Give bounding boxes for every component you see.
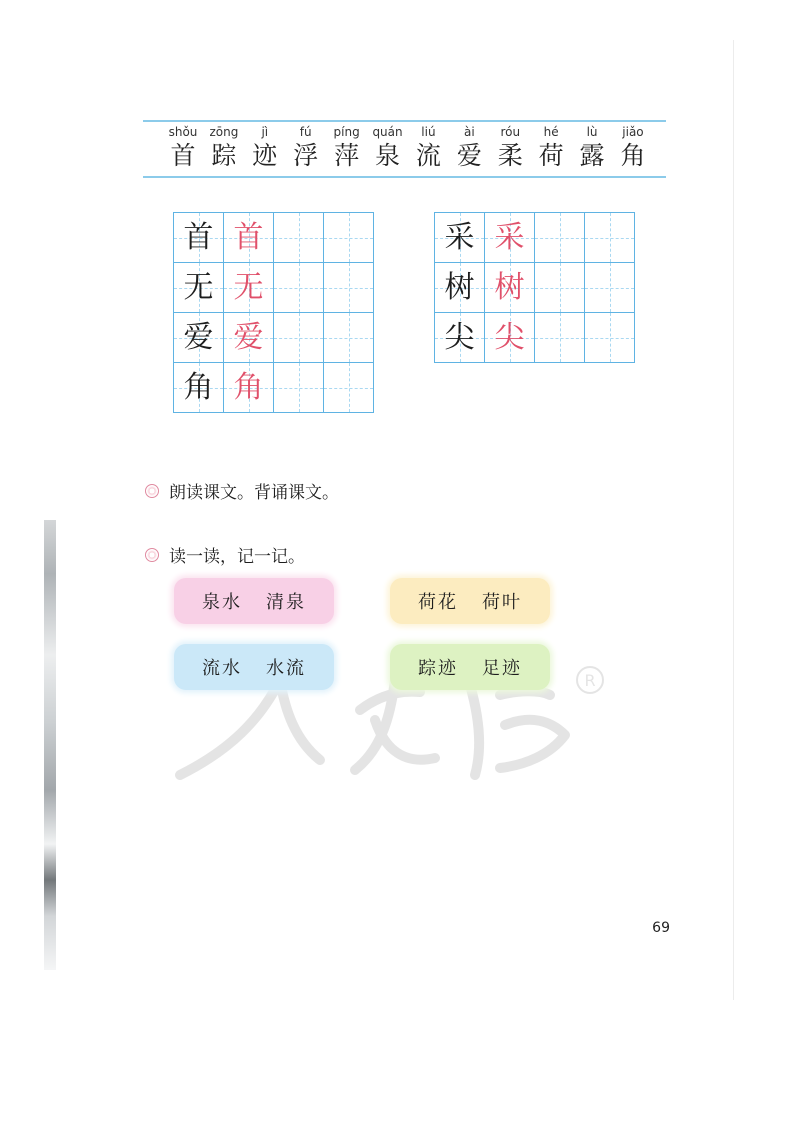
vocab-item (408, 124, 448, 174)
grid-cell-trace (224, 213, 274, 263)
hanzi: 爱 (456, 141, 482, 170)
model-char: 采 (444, 219, 475, 255)
hanzi: 萍 (334, 141, 360, 170)
word-card (174, 644, 334, 690)
trace-char: 尖 (494, 319, 525, 355)
pinyin: píng (333, 125, 360, 139)
pinyin: zōng (209, 125, 239, 139)
grid-cell-empty (535, 263, 585, 313)
grid-cell-empty (535, 313, 585, 363)
vocabulary-list (163, 124, 653, 174)
grid-cell-model (435, 213, 485, 263)
grid-cell-trace (485, 213, 535, 263)
grid-cell-empty (324, 263, 374, 313)
model-char: 角 (183, 369, 214, 405)
hanzi: 柔 (497, 141, 523, 170)
word: 足迹 (482, 658, 522, 679)
task-read-remember (145, 542, 305, 567)
grid-cell-model (174, 313, 224, 363)
word: 踪迹 (418, 658, 458, 679)
grid-cell-empty (585, 313, 635, 363)
vocab-item (204, 124, 244, 174)
pinyin: hé (543, 125, 559, 139)
vocab-top-rule (143, 120, 666, 122)
grid-cell-empty (585, 263, 635, 313)
model-char: 爱 (183, 319, 214, 355)
vocab-item (245, 124, 285, 174)
word: 水流 (266, 658, 306, 679)
vocab-item (163, 124, 203, 174)
pinyin: shǒu (168, 125, 198, 139)
vocab-item (531, 124, 571, 174)
vocab-item (327, 124, 367, 174)
grid-cell-model (435, 263, 485, 313)
hanzi: 首 (170, 141, 196, 170)
vocab-item (449, 124, 489, 174)
svg-text:R: R (584, 671, 596, 690)
word: 泉水 (202, 592, 242, 613)
adjacent-page-image-strip (44, 520, 56, 970)
page-edge (733, 40, 734, 1000)
grid-cell-empty (274, 313, 324, 363)
word: 荷叶 (482, 592, 522, 613)
vocab-item (572, 124, 612, 174)
flower-bullet-icon (145, 484, 159, 498)
grid-cell-model (174, 363, 224, 413)
pinyin: jiǎo (622, 125, 644, 139)
page-number: 69 (652, 920, 670, 936)
trace-char: 角 (233, 369, 264, 405)
trace-char: 首 (233, 219, 264, 255)
grid-cell-empty (324, 313, 374, 363)
vocab-bottom-rule (143, 176, 666, 178)
word-card (390, 578, 550, 624)
grid-cell-empty (585, 213, 635, 263)
grid-cell-empty (274, 213, 324, 263)
task-text: 朗读课文。背诵课文。 (169, 483, 339, 503)
hanzi: 角 (620, 141, 646, 170)
trace-char: 无 (233, 269, 264, 305)
grid-cell-trace (224, 263, 274, 313)
writing-grid-left (173, 212, 374, 413)
hanzi: 露 (579, 141, 605, 170)
word: 荷花 (418, 592, 458, 613)
grid-cell-trace (224, 313, 274, 363)
trace-char: 采 (494, 219, 525, 255)
model-char: 尖 (444, 319, 475, 355)
pinyin: jì (261, 125, 269, 139)
vocab-item (368, 124, 408, 174)
task-text: 读一读，记一记。 (169, 547, 305, 567)
grid-cell-empty (324, 363, 374, 413)
pinyin: quán (372, 125, 403, 139)
writing-grid-right (434, 212, 635, 363)
vocab-item (490, 124, 530, 174)
grid-cell-trace (485, 313, 535, 363)
flower-bullet-icon (145, 548, 159, 562)
word: 清泉 (266, 592, 306, 613)
hanzi: 踪 (211, 141, 237, 170)
model-char: 树 (444, 269, 475, 305)
task-read-aloud (145, 478, 339, 503)
word: 流水 (202, 658, 242, 679)
grid-cell-empty (324, 213, 374, 263)
pinyin: fú (299, 125, 312, 139)
model-char: 首 (183, 219, 214, 255)
grid-cell-empty (535, 213, 585, 263)
trace-char: 爱 (233, 319, 264, 355)
hanzi: 荷 (538, 141, 564, 170)
hanzi: 泉 (375, 141, 401, 170)
pinyin: lù (586, 125, 598, 139)
hanzi: 浮 (293, 141, 319, 170)
word-card (390, 644, 550, 690)
grid-cell-trace (485, 263, 535, 313)
model-char: 无 (183, 269, 214, 305)
pinyin: róu (500, 125, 521, 139)
vocab-item (613, 124, 653, 174)
vocab-item (286, 124, 326, 174)
trace-char: 树 (494, 269, 525, 305)
grid-cell-model (174, 263, 224, 313)
pinyin: ài (464, 125, 475, 139)
grid-cell-model (174, 213, 224, 263)
hanzi: 迹 (252, 141, 278, 170)
grid-cell-model (435, 313, 485, 363)
grid-cell-trace (224, 363, 274, 413)
pinyin: liú (421, 125, 436, 139)
hanzi: 流 (415, 141, 441, 170)
grid-cell-empty (274, 263, 324, 313)
grid-cell-empty (274, 363, 324, 413)
word-card (174, 578, 334, 624)
